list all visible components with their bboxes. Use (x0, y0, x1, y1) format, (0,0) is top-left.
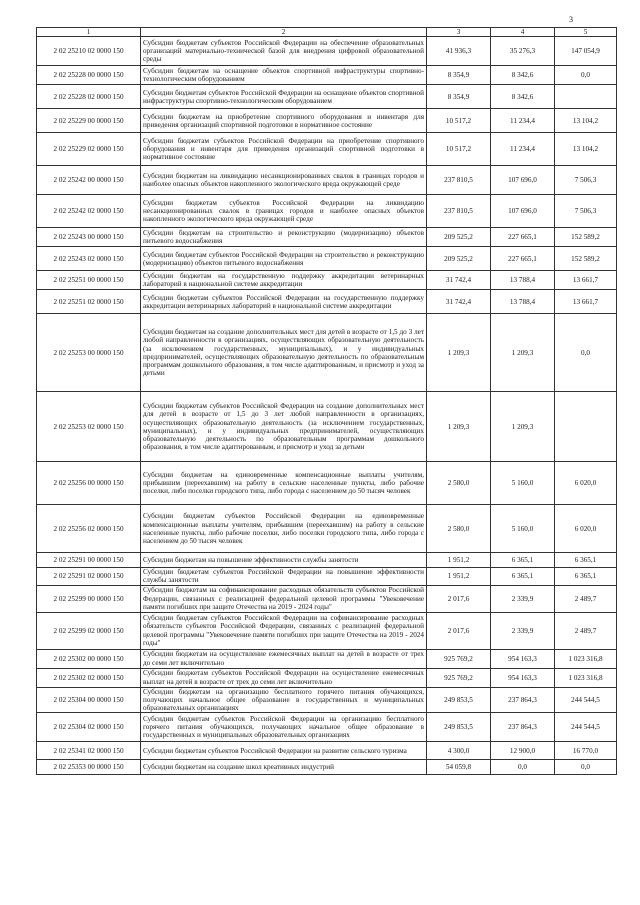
amount-year-3-cell: 6 020,0 (555, 462, 617, 505)
amount-year-2-cell: 6 365,1 (491, 553, 555, 568)
revenue-name-cell: Субсидии бюджетам на осуществление ежемесячных выплат на детей в возрасте от трех до семи лет включительно (141, 649, 427, 668)
classification-code-cell: 2 02 25256 00 0000 150 (37, 462, 141, 505)
classification-code-cell: 2 02 25228 00 0000 150 (37, 66, 141, 85)
table-row (37, 553, 617, 568)
amount-year-1-cell: 249 853,5 (427, 713, 491, 742)
amount-year-1-cell: 249 853,5 (427, 687, 491, 713)
classification-code-cell: 2 02 25304 02 0000 150 (37, 713, 141, 742)
amount-year-1-cell: 31 742,4 (427, 271, 491, 290)
amount-year-3-cell: 6 365,1 (555, 553, 617, 568)
amount-year-2-cell: 1 209,3 (491, 314, 555, 392)
amount-year-2-cell: 1 209,3 (491, 392, 555, 462)
revenue-name-cell: Субсидии бюджетам субъектов Российской Федерации на создание дополнительных мест для детей в возрасте от 1,5 до 3 лет любой направленности в организациях, осуществляющих образовательную деятельность (за исключением государственных, муниципальных), и у индивидуальных предпринимателей, осуществляющих образовательную деятельность по образовательным программам дошкольного образования, в том числе адаптированным, и присмотр и уход за детьми (141, 392, 427, 462)
table-row (37, 271, 617, 290)
amount-year-2-cell: 5 160,0 (491, 462, 555, 505)
table-body (37, 37, 617, 775)
amount-year-1-cell: 10 517,2 (427, 109, 491, 133)
amount-year-2-cell: 237 864,3 (491, 687, 555, 713)
amount-year-3-cell: 152 589,2 (555, 247, 617, 271)
table-row (37, 668, 617, 687)
amount-year-2-cell: 954 163,3 (491, 668, 555, 687)
amount-year-2-cell: 11 234,4 (491, 109, 555, 133)
amount-year-2-cell: 107 696,0 (491, 195, 555, 228)
table-row (37, 612, 617, 649)
amount-year-1-cell: 41 936,3 (427, 37, 491, 66)
table-row (37, 166, 617, 195)
classification-code-cell: 2 02 25353 00 0000 150 (37, 760, 141, 775)
amount-year-1-cell: 1 209,3 (427, 392, 491, 462)
revenue-name-cell: Субсидии бюджетам субъектов Российской Федерации на строительство и реконструкцию (модернизацию) объектов питьевого водоснабжения (141, 247, 427, 271)
amount-year-3-cell: 6 365,1 (555, 568, 617, 585)
amount-year-3-cell (555, 392, 617, 462)
column-header-2: 2 (141, 28, 427, 37)
revenue-name-cell: Субсидии бюджетам субъектов Российской Федерации на оснащение объектов спортивной инфраструктуры спортивно-технологическим оборудованием (141, 85, 427, 109)
amount-year-3-cell: 7 506,3 (555, 195, 617, 228)
classification-code-cell: 2 02 25341 02 0000 150 (37, 742, 141, 760)
amount-year-3-cell: 2 489,7 (555, 585, 617, 612)
revenue-name-cell: Субсидии бюджетам субъектов Российской Федерации на организацию бесплатного горячего питания обучающихся, получающих начальное общее образование в государственных и муниципальных образовательных организациях (141, 713, 427, 742)
amount-year-2-cell: 954 163,3 (491, 649, 555, 668)
amount-year-2-cell: 11 234,4 (491, 133, 555, 166)
amount-year-2-cell: 12 900,0 (491, 742, 555, 760)
amount-year-2-cell: 227 665,1 (491, 228, 555, 247)
table-row (37, 290, 617, 314)
budget-revenue-table (36, 27, 617, 775)
amount-year-1-cell: 8 354,9 (427, 85, 491, 109)
amount-year-1-cell: 925 769,2 (427, 668, 491, 687)
classification-code-cell: 2 02 25229 02 0000 150 (37, 133, 141, 166)
amount-year-1-cell: 8 354,9 (427, 66, 491, 85)
revenue-name-cell: Субсидии бюджетам на оснащение объектов спортивной инфраструктуры спортивно-технологическим оборудованием (141, 66, 427, 85)
table-row (37, 109, 617, 133)
amount-year-3-cell: 13 661,7 (555, 271, 617, 290)
table-row (37, 228, 617, 247)
classification-code-cell: 2 02 25243 00 0000 150 (37, 228, 141, 247)
amount-year-2-cell: 8 342,6 (491, 66, 555, 85)
amount-year-1-cell: 2 017,6 (427, 612, 491, 649)
revenue-name-cell: Субсидии бюджетам субъектов Российской Федерации на приобретение спортивного оборудования и инвентаря для приведения организаций спортивной подготовки в нормативное состояние (141, 133, 427, 166)
amount-year-1-cell: 4 300,0 (427, 742, 491, 760)
amount-year-3-cell: 244 544,5 (555, 687, 617, 713)
revenue-name-cell: Субсидии бюджетам субъектов Российской Федерации на осуществление ежемесячных выплат на детей в возрасте от трех до семи лет включительно (141, 668, 427, 687)
amount-year-3-cell: 7 506,3 (555, 166, 617, 195)
amount-year-1-cell: 209 525,2 (427, 228, 491, 247)
classification-code-cell: 2 02 25242 02 0000 150 (37, 195, 141, 228)
column-header-4: 4 (491, 28, 555, 37)
classification-code-cell: 2 02 25302 00 0000 150 (37, 649, 141, 668)
classification-code-cell: 2 02 25243 02 0000 150 (37, 247, 141, 271)
table-row (37, 568, 617, 585)
revenue-name-cell: Субсидии бюджетам субъектов Российской Федерации на государственную поддержку аккредитации ветеринарных лабораторий в национальной системе аккредитации (141, 290, 427, 314)
revenue-name-cell: Субсидии бюджетам субъектов Российской Федерации на развитие сельского туризма (141, 742, 427, 760)
amount-year-1-cell: 54 059,8 (427, 760, 491, 775)
table-row (37, 585, 617, 612)
amount-year-2-cell: 107 696,0 (491, 166, 555, 195)
table-row (37, 314, 617, 392)
amount-year-3-cell: 1 023 316,8 (555, 668, 617, 687)
column-header-1: 1 (37, 28, 141, 37)
table-row (37, 649, 617, 668)
column-header-5: 5 (555, 28, 617, 37)
amount-year-3-cell: 0,0 (555, 66, 617, 85)
amount-year-2-cell: 13 788,4 (491, 271, 555, 290)
revenue-name-cell: Субсидии бюджетам на единовременные компенсационные выплаты учителям, прибывшим (переехавшим) на работу в сельские населенные пункты, либо рабочие поселки, либо поселки городского типа, либо города с населением до 50 тысяч человек (141, 462, 427, 505)
revenue-name-cell: Субсидии бюджетам на строительство и реконструкцию (модернизацию) объектов питьевого водоснабжения (141, 228, 427, 247)
amount-year-1-cell: 237 810,5 (427, 195, 491, 228)
table-row (37, 505, 617, 553)
revenue-name-cell: Субсидии бюджетам субъектов Российской Федерации на единовременные компенсационные выплаты учителям, прибывшим (переехавшим) на работу в сельские населенные пункты, либо рабочие поселки, либо поселки городского типа, либо города с населением до 50 тысяч человек (141, 505, 427, 553)
classification-code-cell: 2 02 25291 00 0000 150 (37, 553, 141, 568)
amount-year-3-cell: 16 770,0 (555, 742, 617, 760)
classification-code-cell: 2 02 25299 00 0000 150 (37, 585, 141, 612)
amount-year-1-cell: 2 580,0 (427, 462, 491, 505)
amount-year-1-cell: 2 580,0 (427, 505, 491, 553)
revenue-name-cell: Субсидии бюджетам субъектов Российской Федерации на ликвидацию несанкционированных свалок в границах городов и наиболее опасных объектов накопленного экологического вреда окружающей среде (141, 195, 427, 228)
amount-year-1-cell: 10 517,2 (427, 133, 491, 166)
amount-year-3-cell: 1 023 316,8 (555, 649, 617, 668)
amount-year-1-cell: 237 810,5 (427, 166, 491, 195)
amount-year-1-cell: 209 525,2 (427, 247, 491, 271)
amount-year-3-cell: 13 661,7 (555, 290, 617, 314)
revenue-name-cell: Субсидии бюджетам субъектов Российской Федерации на обеспечение образовательных организаций материально-технической базой для внедрения цифровой образовательной среды (141, 37, 427, 66)
table-row (37, 687, 617, 713)
amount-year-1-cell: 31 742,4 (427, 290, 491, 314)
revenue-name-cell: Субсидии бюджетам на софинансирование расходных обязательств субъектов Российской Федерации, связанных с реализацией федеральной целевой программы "Увековечение памяти погибших при защите Отечества на 2019 - 2024 годы" (141, 585, 427, 612)
amount-year-2-cell: 0,0 (491, 760, 555, 775)
amount-year-2-cell: 13 788,4 (491, 290, 555, 314)
classification-code-cell: 2 02 25299 02 0000 150 (37, 612, 141, 649)
page-number: 3 (569, 15, 573, 24)
table-row (37, 760, 617, 775)
classification-code-cell: 2 02 25302 02 0000 150 (37, 668, 141, 687)
amount-year-2-cell: 5 160,0 (491, 505, 555, 553)
classification-code-cell: 2 02 25228 02 0000 150 (37, 85, 141, 109)
revenue-name-cell: Субсидии бюджетам на государственную поддержку аккредитации ветеринарных лабораторий в национальной системе аккредитации (141, 271, 427, 290)
amount-year-1-cell: 1 951,2 (427, 553, 491, 568)
amount-year-3-cell: 0,0 (555, 760, 617, 775)
amount-year-1-cell: 2 017,6 (427, 585, 491, 612)
amount-year-3-cell: 244 544,5 (555, 713, 617, 742)
amount-year-2-cell: 2 339,9 (491, 585, 555, 612)
revenue-name-cell: Субсидии бюджетам на приобретение спортивного оборудования и инвентаря для приведения организаций спортивной подготовки в нормативное состояние (141, 109, 427, 133)
revenue-name-cell: Субсидии бюджетам на создание школ креативных индустрий (141, 760, 427, 775)
amount-year-3-cell: 152 589,2 (555, 228, 617, 247)
table-row (37, 462, 617, 505)
amount-year-2-cell: 35 276,3 (491, 37, 555, 66)
amount-year-3-cell: 0,0 (555, 314, 617, 392)
table-row (37, 37, 617, 66)
classification-code-cell: 2 02 25256 02 0000 150 (37, 505, 141, 553)
table-row (37, 195, 617, 228)
classification-code-cell: 2 02 25253 00 0000 150 (37, 314, 141, 392)
amount-year-3-cell: 6 020,0 (555, 505, 617, 553)
classification-code-cell: 2 02 25304 00 0000 150 (37, 687, 141, 713)
revenue-name-cell: Субсидии бюджетам на создание дополнительных мест для детей в возрасте от 1,5 до 3 лет любой направленности в организациях, осуществляющих образовательную деятельность (за исключением государственных, муниципальных), и у индивидуальных предпринимателей, осуществляющих образовательную деятельность по образовательным программам дошкольного образования, в том числе адаптированным, и присмотр и уход за детьми (141, 314, 427, 392)
revenue-name-cell: Субсидии бюджетам на ликвидацию несанкционированных свалок в границах городов и наиболее опасных объектов накопленного экологического вреда окружающей среде (141, 166, 427, 195)
table-header-row (37, 28, 617, 37)
classification-code-cell: 2 02 25210 02 0000 150 (37, 37, 141, 66)
table-row (37, 713, 617, 742)
revenue-name-cell: Субсидии бюджетам на организацию бесплатного горячего питания обучающихся, получающих начальное общее образование в государственных и муниципальных образовательных организациях (141, 687, 427, 713)
amount-year-2-cell: 237 864,3 (491, 713, 555, 742)
amount-year-3-cell: 2 489,7 (555, 612, 617, 649)
table-row (37, 66, 617, 85)
table-row (37, 392, 617, 462)
classification-code-cell: 2 02 25291 02 0000 150 (37, 568, 141, 585)
classification-code-cell: 2 02 25253 02 0000 150 (37, 392, 141, 462)
table-row (37, 742, 617, 760)
amount-year-1-cell: 925 769,2 (427, 649, 491, 668)
amount-year-3-cell: 147 054,9 (555, 37, 617, 66)
revenue-name-cell: Субсидии бюджетам на повышение эффективности службы занятости (141, 553, 427, 568)
amount-year-2-cell: 6 365,1 (491, 568, 555, 585)
amount-year-3-cell (555, 85, 617, 109)
amount-year-1-cell: 1 951,2 (427, 568, 491, 585)
revenue-name-cell: Субсидии бюджетам субъектов Российской Федерации на повышение эффективности службы занятости (141, 568, 427, 585)
classification-code-cell: 2 02 25229 00 0000 150 (37, 109, 141, 133)
classification-code-cell: 2 02 25251 00 0000 150 (37, 271, 141, 290)
amount-year-2-cell: 8 342,6 (491, 85, 555, 109)
amount-year-3-cell: 13 104,2 (555, 109, 617, 133)
table-row (37, 133, 617, 166)
amount-year-2-cell: 2 339,9 (491, 612, 555, 649)
amount-year-2-cell: 227 665,1 (491, 247, 555, 271)
table-row (37, 247, 617, 271)
classification-code-cell: 2 02 25242 00 0000 150 (37, 166, 141, 195)
revenue-name-cell: Субсидии бюджетам субъектов Российской Федерации на софинансирование расходных обязательств субъектов Российской Федерации, связанных с реализацией федеральной целевой программы "Увековечение памяти погибших при защите Отечества на 2019 - 2024 годы" (141, 612, 427, 649)
amount-year-3-cell: 13 104,2 (555, 133, 617, 166)
amount-year-1-cell: 1 209,3 (427, 314, 491, 392)
column-header-3: 3 (427, 28, 491, 37)
table-row (37, 85, 617, 109)
classification-code-cell: 2 02 25251 02 0000 150 (37, 290, 141, 314)
